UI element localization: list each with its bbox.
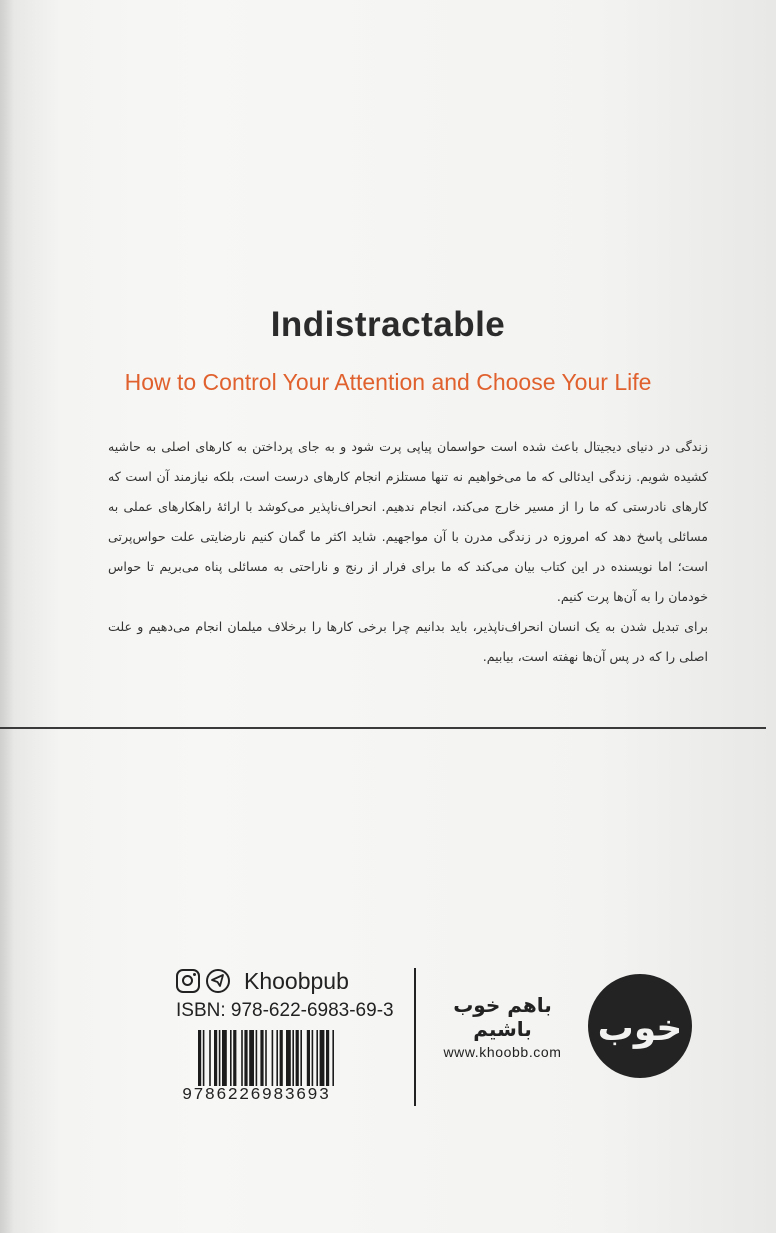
barcode-bar [222,1030,227,1086]
blurb-paragraph-2: برای تبدیل شدن به یک انسان انحراف‌ناپذیر، باید بدانیم چرا برخی کارها را برخلاف میلمان انجام می‌دهیم و علت اصلی را که در پس آن‌ها نهفته است، بیابیم. [108,619,708,664]
barcode-bar [292,1030,294,1086]
book-title: Indistractable [270,305,506,344]
barcode-bar [209,1030,211,1086]
barcode-bar [249,1030,254,1086]
social-row [176,967,349,995]
barcode-bar [260,1030,263,1086]
horizontal-divider [0,727,766,729]
barcode-bar [320,1030,325,1086]
barcode-digits: 9786226983693 [182,1086,331,1105]
barcode-bar [203,1030,205,1086]
barcode-bar [276,1030,278,1086]
barcode-bar [332,1030,334,1086]
barcode-bar [244,1030,247,1086]
publisher-website: www.khoobb.com [443,1044,562,1060]
barcode-bar [198,1030,201,1086]
publisher-logo-text: خوب [597,1008,683,1049]
social-handle: Khoobpub [244,967,349,994]
barcode-bar [312,1030,314,1086]
publisher-slogan: باهم خوب باشیم [453,993,552,1041]
barcode-bar [316,1030,318,1086]
barcode-bar [300,1030,302,1086]
barcode-bar [241,1030,243,1086]
barcode-bar [326,1030,329,1086]
barcode-bar [296,1030,299,1086]
barcode-bar [286,1030,291,1086]
blurb-paragraph-1: زندگی در دنیای دیجیتال باعث شده است حواسمان پیاپی پرت شود و به جای پرداختن به کارهای اصلی به حاشیه کشیده شویم. زندگی ایدئالی که ما می‌خواهیم نه تنها مستلزم انجام کارهای درست است، بلکه نیازمند آن است که کارهای نادرستی که ما را از مسیر خارج می‌کند، انجام ندهیم. انحراف‌ناپذیر می‌کوشد با ارائهٔ راهکارهای عملی به مسائلی پاسخ دهد که امروزه در زندگی مدرن با آن مواجهیم. شاید اکثر ما گمان کنیم نارضایتی علت حواس‌پرتی است؛ اما نویسنده در این کتاب بیان می‌کند که ما برای فرار از رنج و ناراحتی به مسائلی پناه می‌بریم تا حواس خودمان را به آن‌ها پرت کنیم. [108,439,708,604]
telegram-icon [206,969,230,993]
barcode-bar [307,1030,310,1086]
blurb-text [108,432,708,672]
isbn-text: ISBN: 978-622-6983-69-3 [176,1000,394,1021]
barcode-bar [219,1030,221,1086]
barcode [198,1030,390,1086]
barcode-bar [233,1030,236,1086]
publisher-logo [584,970,696,1082]
spine-shadow [0,0,14,1233]
barcode-bar [265,1030,267,1086]
barcode-bar [214,1030,217,1086]
barcode-bar [272,1030,274,1086]
vertical-divider [414,968,416,1106]
barcode-bar [230,1030,232,1086]
book-subtitle: How to Control Your Attention and Choose Your Life [124,369,652,395]
instagram-icon [176,969,200,993]
barcode-bar [256,1030,258,1086]
barcode-bar [280,1030,283,1086]
